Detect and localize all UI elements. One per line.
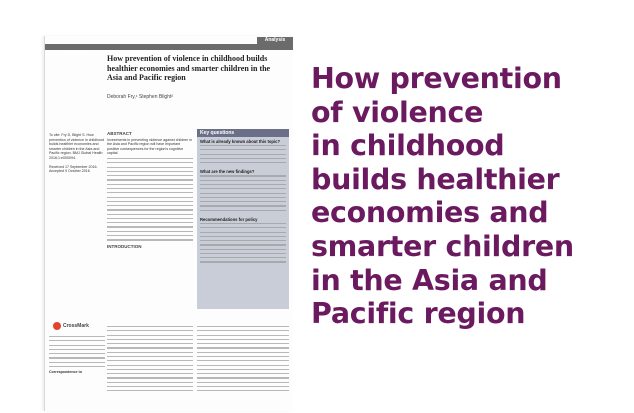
headline-line: in the Asia and [311, 263, 548, 297]
abstract-text: Investments in preventing violence against children in the Asia and Pacific region will have important positive consequences for the region's cognitive capital. [107, 137, 193, 156]
received-text: Received 17 September 2016. Accepted 9 October 2016 [49, 164, 98, 174]
body-column-1 [107, 326, 193, 395]
cite-text: To cite: Fry D, Blight S. How prevention of violence in childhood builds healthier economies and smarter children in the Asia and Pacific region. BMJ Global Health 2016;1:e000094. [49, 133, 105, 160]
paper-authors: Deborah Fry,¹ Stephen Blight² [107, 94, 174, 100]
key-question-new: What are the new findings? [200, 169, 255, 175]
headline-line: How prevention [311, 62, 562, 95]
abstract-heading: ABSTRACT [107, 131, 132, 136]
section-tag: ON CHILDHEALTH [51, 52, 91, 57]
headline-line: of violence [311, 95, 484, 129]
crossmark-icon [53, 322, 61, 330]
headline-line: economies and [311, 196, 549, 230]
headline-line: smarter children [311, 229, 574, 263]
paper-title: How prevention of violence in childhood builds healthier economies and smarter children in the Asia and Pacific region [107, 54, 271, 82]
analysis-tag: Analysis [257, 37, 293, 44]
key-questions-box [197, 129, 289, 309]
crossmark-badge [53, 322, 89, 330]
headline [311, 62, 631, 331]
crossmark-label: CrossMark [63, 323, 89, 329]
body-column-2 [197, 326, 289, 395]
abstract-column [107, 132, 193, 250]
key-question-known: What is already known about this topic? [200, 139, 281, 144]
journal-page-thumbnail [44, 36, 293, 411]
key-question-policy: Recommendations for policy [200, 216, 258, 222]
header-bar [45, 44, 293, 57]
cite-block [49, 133, 105, 174]
intro-heading: INTRODUCTION [107, 243, 142, 249]
headline-line: builds healthier [311, 162, 560, 196]
correspondence-label: Correspondence to [49, 370, 82, 375]
key-questions-heading: Key questions [197, 129, 289, 137]
headline-line: Pacific region [311, 297, 526, 331]
affiliations [49, 336, 105, 375]
headline-line: in childhood [311, 129, 505, 163]
